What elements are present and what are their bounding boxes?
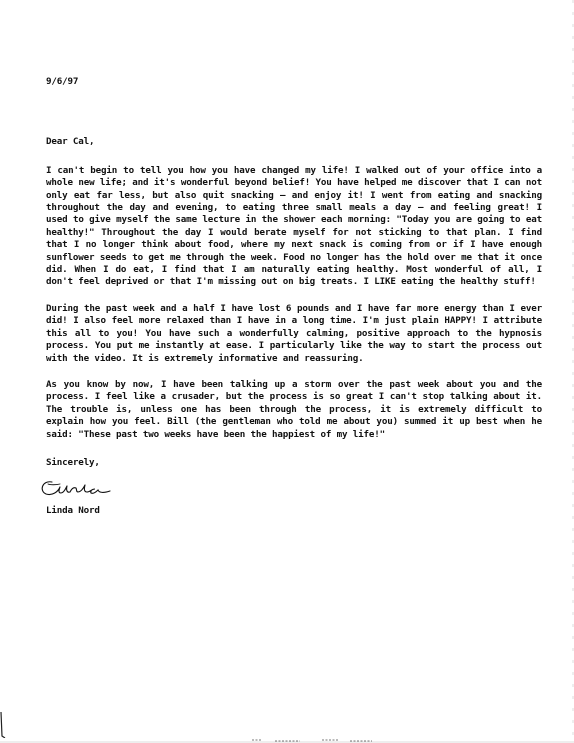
letter-date: 9/6/97: [46, 76, 79, 87]
salutation: Dear Cal,: [46, 136, 95, 148]
closing: Sincerely,: [46, 456, 100, 468]
letter: [46, 76, 542, 518]
scan-bottom-noise: [0, 736, 574, 743]
handwritten-signature: [38, 473, 118, 501]
paragraph-1: I can't begin to tell you how you have changed my life! I walked out of your office into a whole new life; and it's wonderful beyond belief! You have helped me discover that I can not only eat far less, but also quit snacking – and enjoy it! I went from eating and snacking throughout the day and evening, to eating three small meals a day – and feeling great! I used to give myself the same lecture in the shower each morning: "Today you are going to eat healthy!" Throughout the day I would berate myself for not sticking to that plan. I find that I no longer think about food, where my next snack is coming from or if I have enough sunflower seeds to get me through the week. Food no longer has the hold over me that it once did. When I do eat, I find that I am naturally eating healthy. Most wonderful of all, I don't feel deprived or that I'm missing out on big treats. I LIKE eating the healthy stuff!: [46, 164, 542, 288]
paragraph-3: As you know by now, I have been talking up a storm over the past week about you and the process. I feel like a crusader, but the process is so great I can't stop talking about it. The trouble is, unless one has been through the process, it is extremely difficult to explain how you feel. Bill (the gentleman who told me about you) summed it up best when he said: "These past two weeks have been the happiest of my life!": [46, 378, 542, 440]
signer-name: Linda Nord: [46, 505, 100, 517]
paragraph-2: During the past week and a half I have lost 6 pounds and I have far more energy than I ever did! I also feel more relaxed than I have in a long time. I'm just plain HAPPY! I attribute this all to you! You have such a wonderfully calming, positive approach to the hypnosis process. You put me instantly at ease. I particularly like the way to start the process out with the video. It is extremely informative and reassuring.: [46, 302, 542, 364]
scan-edge-mark: [0, 712, 6, 738]
